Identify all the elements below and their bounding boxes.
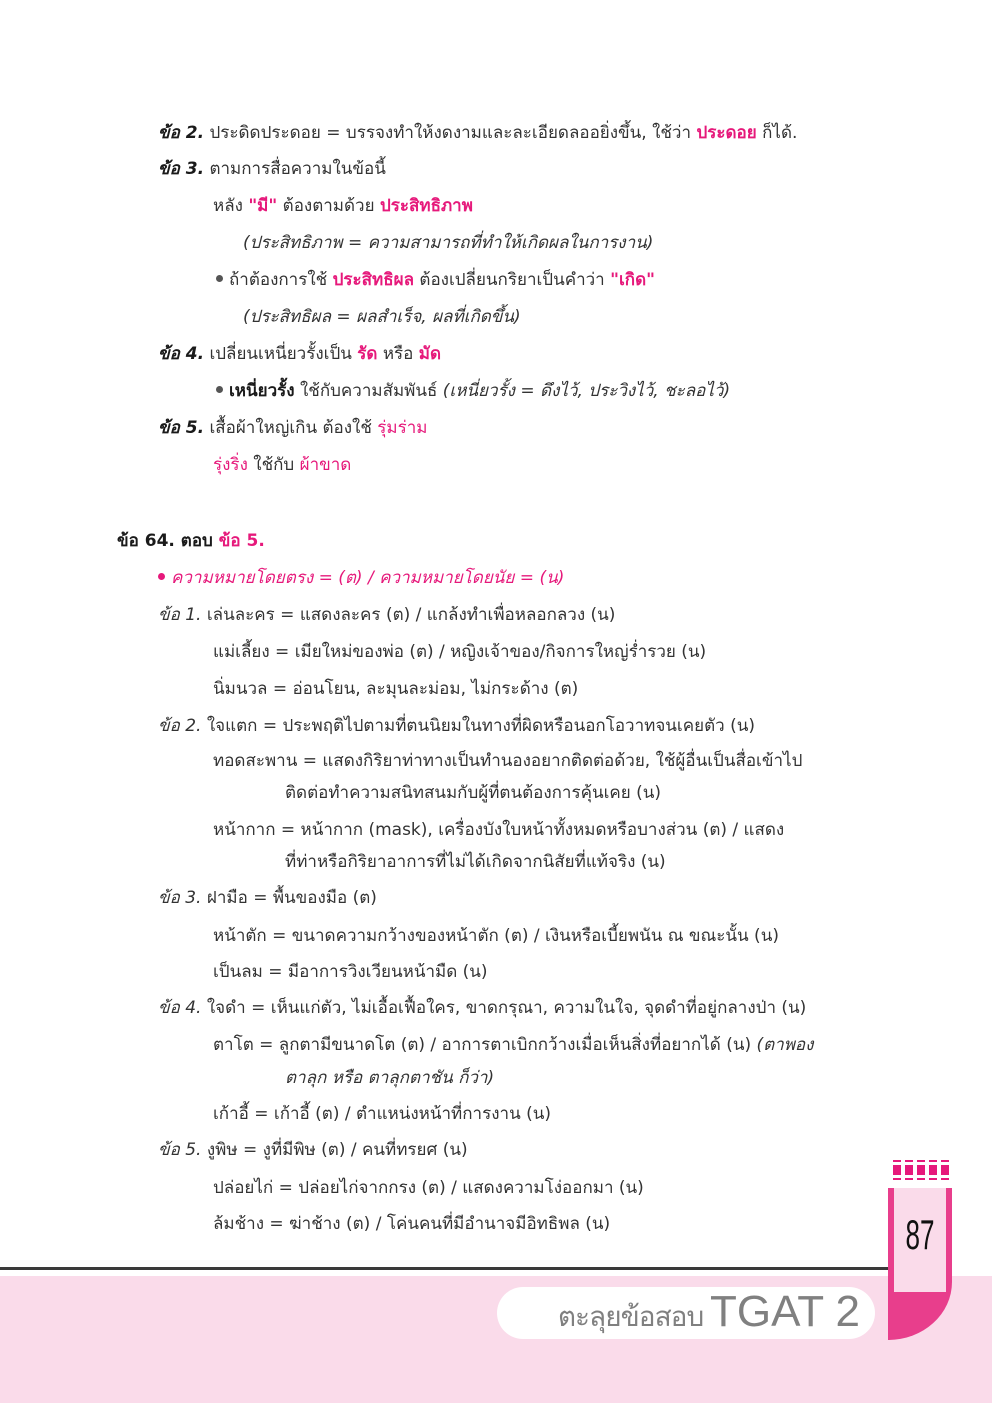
highlight-term: ผ้าขาด — [299, 455, 352, 475]
item-label: ข้อ 4. — [158, 344, 205, 364]
a-item3-line: หน้าตัก = ขนาดความกว้างของหน้าตัก (ต) / เงินหรือเบี้ยพนัน ณ ขณะนั้น (น) — [213, 926, 779, 946]
item3-line: ข้อ 3. ตามการสื่อความในข้อนี้ — [158, 159, 386, 179]
bullet-icon — [216, 386, 223, 393]
a-item1-line: แม่เลี้ยง = เมียใหม่ของพ่อ (ต) / หญิงเจ้าของ/กิจการใหญ่ร่ำรวย (น) — [213, 642, 707, 662]
item4-bullet: เหนี่ยวรั้ง ใช้กับความสัมพันธ์ (เหนี่ยวรั้ง = ดึงไว้, ประวิงไว้, ชะลอไว้) — [216, 379, 730, 403]
a-item1: ข้อ 1. เล่นละคร = แสดงละคร (ต) / แกล้งทำเพื่อหลอกลวง (น) — [158, 605, 616, 625]
a-item5: ข้อ 5. งูพิษ = งูที่มีพิษ (ต) / คนที่ทรยศ (น) — [158, 1140, 468, 1160]
bullet-icon — [158, 573, 165, 580]
a-item4: ข้อ 4. ใจดำ = เห็นแก่ตัว, ไม่เอื้อเฟื้อใคร, ขาดกรุณา, ความในใจ, จุดดำที่อยู่กลางป่า (น) — [158, 998, 807, 1018]
item5-line2: รุ่งริ่ง ใช้กับ ผ้าขาด — [213, 455, 352, 475]
a-item4-line: เก้าอี้ = เก้าอี้ (ต) / ตำแหน่งหน้าที่การงาน (น) — [213, 1104, 551, 1124]
item3-bullet: ถ้าต้องการใช้ ประสิทธิผล ต้องเปลี่ยนกริยาเป็นคำว่า "เกิด" — [216, 268, 655, 292]
highlight-term: รุ่งริ่ง — [213, 455, 248, 475]
page-number: 87 — [905, 1211, 935, 1258]
item-label: ข้อ 3. — [158, 159, 205, 179]
quoted-term: "มี" — [248, 196, 278, 216]
item-label: ข้อ 4. — [158, 998, 202, 1018]
highlight-term: ประดอย — [696, 123, 757, 143]
quoted-term: "เกิด" — [610, 270, 655, 290]
item3-definition2: (ประสิทธิผล = ผลสำเร็จ, ผลที่เกิดขึ้น) — [243, 307, 521, 327]
answer-choice: ข้อ 5. — [218, 531, 265, 551]
answer-heading: ข้อ 64. ตอบ ข้อ 5. — [117, 531, 265, 551]
item-label: ข้อ 3. — [158, 888, 202, 908]
a-item4-line: ตาลุก หรือ ตาลุกตาชัน ก็ว่า) — [285, 1068, 495, 1088]
item3-definition: (ประสิทธิภาพ = ความสามารถที่ทำให้เกิดผลในการงาน) — [243, 233, 654, 253]
item-label: ข้อ 5. — [158, 1140, 202, 1160]
a-item3: ข้อ 3. ฝามือ = พื้นของมือ (ต) — [158, 888, 377, 908]
item-label: ข้อ 2. — [158, 123, 205, 143]
bullet-icon — [216, 275, 223, 282]
legend-text: ความหมายโดยตรง = (ต) / ความหมายโดยนัย = (น) — [171, 568, 565, 588]
a-item5-line: ปล่อยไก่ = ปล่อยไก่จากกรง (ต) / แสดงความโง่ออกมา (น) — [213, 1178, 644, 1198]
a-item1-line: นิ่มนวล = อ่อนโยน, ละมุนละม่อม, ไม่กระด้าง (ต) — [213, 679, 579, 699]
highlight-term: รุ่มร่าม — [377, 418, 428, 438]
highlight-term: มัด — [418, 344, 442, 364]
page-tab-decoration-icon — [893, 1160, 949, 1180]
footer-divider — [0, 1267, 890, 1270]
a-item2: ข้อ 2. ใจแตก = ประพฤติไปตามที่ตนนิยมในทางที่ผิดหรือนอกโอวาทจนเคยตัว (น) — [158, 716, 755, 736]
item3-line2: หลัง "มี" ต้องตามด้วย ประสิทธิภาพ — [213, 196, 473, 216]
legend-line — [158, 566, 564, 590]
a-item2-line: ที่ท่าหรือกิริยาอาการที่ไม่ได้เกิดจากนิสัยที่แท้จริง (น) — [285, 852, 666, 872]
item-label: ข้อ 1. — [158, 605, 202, 625]
book-title: ตะลุยข้อสอบ TGAT 2 — [557, 1287, 860, 1336]
highlight-term: รัด — [357, 344, 378, 364]
a-item5-line: ล้มช้าง = ฆ่าช้าง (ต) / โค่นคนที่มีอำนาจมีอิทธิพล (น) — [213, 1214, 611, 1234]
item2-line: ข้อ 2. ประดิดประดอย = บรรจงทำให้งดงามและละเอียดลออยิ่งขึ้น, ใช้ว่า ประดอย ก็ได้. — [158, 123, 798, 143]
a-item2-line: ทอดสะพาน = แสดงกิริยาท่าทางเป็นทำนองอยากติดต่อด้วย, ใช้ผู้อื่นเป็นสื่อเข้าไป — [213, 751, 803, 771]
item4-line: ข้อ 4. เปลี่ยนเหนี่ยวรั้งเป็น รัด หรือ มัด — [158, 344, 442, 364]
highlight-term: ประสิทธิภาพ — [379, 196, 473, 216]
a-item3-line: เป็นลม = มีอาการวิงเวียนหน้ามืด (น) — [213, 962, 488, 982]
item-label: ข้อ 5. — [158, 418, 205, 438]
item-label: ข้อ 2. — [158, 716, 202, 736]
highlight-term: ประสิทธิผล — [332, 270, 414, 290]
a-item2-line: หน้ากาก = หน้ากาก (mask), เครื่องบังใบหน้าทั้งหมดหรือบางส่วน (ต) / แสดง — [213, 820, 785, 840]
a-item4-line: ตาโต = ลูกตามีขนาดโต (ต) / อาการตาเบิกกว้างเมื่อเห็นสิ่งที่อยากได้ (น) (ตาพอง — [213, 1035, 814, 1055]
item5-line: ข้อ 5. เสื้อผ้าใหญ่เกิน ต้องใช้ รุ่มร่าม — [158, 418, 428, 438]
a-item2-line: ติดต่อทำความสนิทสนมกับผู้ที่ตนต้องการคุ้นเคย (น) — [285, 783, 662, 803]
